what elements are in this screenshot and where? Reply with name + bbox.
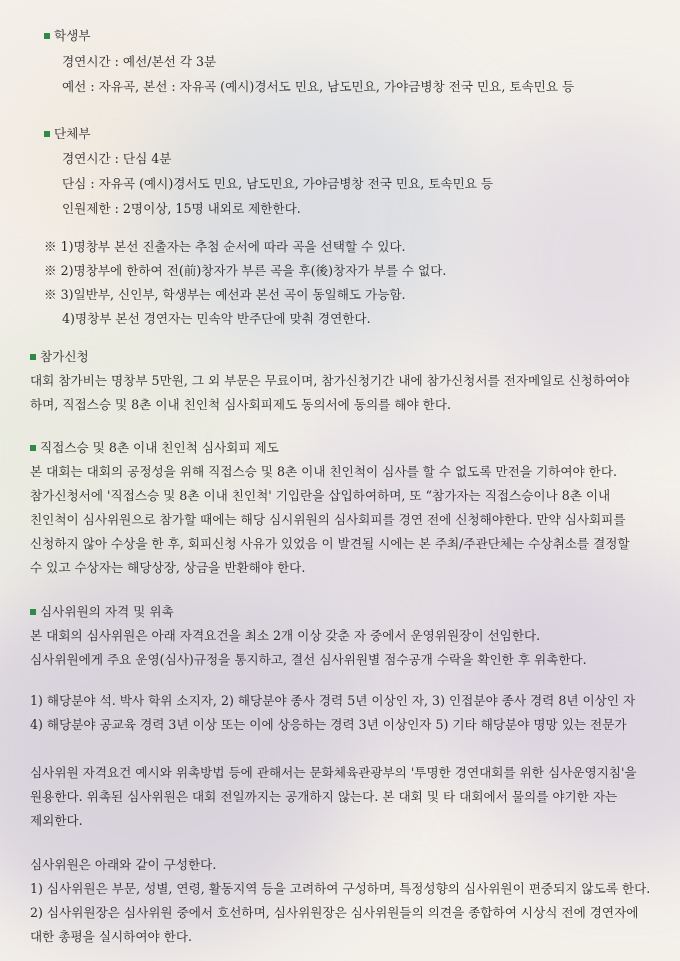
recusal-line: 참가신청서에 '직접스승 및 8촌 이내 친인척' 기입란을 삽입하여하며, 또 “참가자는 직접스승이나 8촌 이내 [30, 488, 611, 503]
bullet-square-icon [30, 445, 36, 451]
judges-guideline-line: 원용한다. 위촉된 심사위원은 대회 전일까지는 공개하지 않는다. 본 대회 및 타 대회에서 물의를 야기한 자는 [30, 789, 618, 804]
bullet-square-icon [30, 354, 36, 360]
judges-intro-line: 본 대회의 심사위원은 아래 자격요건을 최소 2개 이상 갖춘 자 중에서 운영위원장이 선임한다. [30, 628, 541, 643]
application-line: 대회 참가비는 명창부 5만원, 그 외 부문은 무료이며, 참가신청기간 내에 참가신청서를 전자메일로 신청하여야 [30, 373, 630, 388]
student-songs: 예선 : 자유곡, 본선 : 자유곡 (예시)경서도 민요, 남도민요, 가야금병창 전국 민요, 토속민요 등 [62, 79, 575, 94]
note-item: 4)명창부 본선 경연자는 민속악 반주단에 맞춰 경연한다. [62, 311, 371, 326]
section-heading-judges: 심사위원의 자격 및 위촉 [30, 603, 174, 621]
recusal-line: 신청하지 않아 수상을 한 후, 회피신청 사유가 있었음 이 발견될 시에는 본 주최/주관단체는 수상취소를 결정할 [30, 536, 630, 551]
recusal-line: 본 대회는 대회의 공정성을 위해 직접스승 및 8촌 이내 친인척이 심사를 할 수 없도록 만전을 기하여야 한다. [30, 464, 618, 479]
section-heading-student: 학생부 [44, 27, 91, 45]
note-item: ※ 2)명창부에 한하여 전(前)창자가 부른 곡을 후(後)창자가 부를 수 없다. [44, 263, 447, 278]
application-line: 하며, 직접스승 및 8촌 이내 친인척 심사회피제도 동의서에 동의를 해야 한다. [30, 397, 452, 412]
bullet-square-icon [44, 131, 50, 137]
judges-guideline-line: 제외한다. [30, 813, 83, 828]
judges-composition-line: 대한 총평을 실시하여야 한다. [30, 929, 192, 944]
judges-guideline-line: 심사위원 자격요건 예시와 위촉방법 등에 관해서는 문화체육관광부의 '투명한 경연대회를 위한 심사운영지침'을 [30, 765, 637, 780]
group-songs: 단심 : 자유곡 (예시)경서도 민요, 남도민요, 가야금병창 전국 민요, 토속민요 등 [62, 176, 494, 191]
section-heading-application: 참가신청 [30, 348, 89, 366]
section-heading-recusal: 직접스승 및 8촌 이내 친인척 심사회피 제도 [30, 439, 279, 457]
group-time: 경연시간 : 단심 4분 [62, 151, 172, 166]
judges-composition-line: 2) 심사위원장은 심사위원 중에서 호선하며, 심사위원장은 심사위원들의 의견을 종합하여 시상식 전에 경연자에 [30, 905, 639, 920]
bullet-square-icon [30, 609, 36, 615]
student-time: 경연시간 : 예선/본선 각 3분 [62, 54, 217, 69]
section-heading-group: 단체부 [44, 125, 91, 143]
bullet-square-icon [44, 33, 50, 39]
group-limit: 인원제한 : 2명이상, 15명 내외로 제한한다. [62, 201, 301, 216]
note-item: ※ 3)일반부, 신인부, 학생부는 예선과 본선 곡이 동일해도 가능함. [44, 287, 406, 302]
recusal-line: 친인척이 심사위원으로 참가할 때에는 해당 심시위원의 심사회피를 경연 전에 신청해야한다. 만약 심사회피를 [30, 512, 626, 527]
note-item: ※ 1)명창부 본선 진출자는 추첨 순서에 따라 곡을 선택할 수 있다. [44, 239, 406, 254]
recusal-line: 수 있고 수상자는 해당상장, 상금을 반환해야 한다. [30, 560, 306, 575]
judges-composition-line: 심사위원은 아래와 같이 구성한다. [30, 857, 217, 872]
judges-intro-line: 심사위원에게 주요 운영(심사)규정을 통지하고, 결선 심사위원별 점수공개 수락을 확인한 후 위촉한다. [30, 652, 587, 667]
judges-criteria-line: 4) 해당분야 공교육 경력 3년 이상 또는 이에 상응하는 경력 3년 이상인자 5) 기타 해당분야 명망 있는 전문가 [30, 717, 627, 732]
judges-criteria-line: 1) 해당분야 석. 박사 학위 소지자, 2) 해당분야 종사 경력 5년 이상인 자, 3) 인접분야 종사 경력 8년 이상인 자 [30, 693, 636, 708]
judges-composition-line: 1) 심사위원은 부문, 성별, 연령, 활동지역 등을 고려하여 구성하며, 특정성향의 심사위원이 편중되지 않도록 한다. [30, 881, 651, 896]
